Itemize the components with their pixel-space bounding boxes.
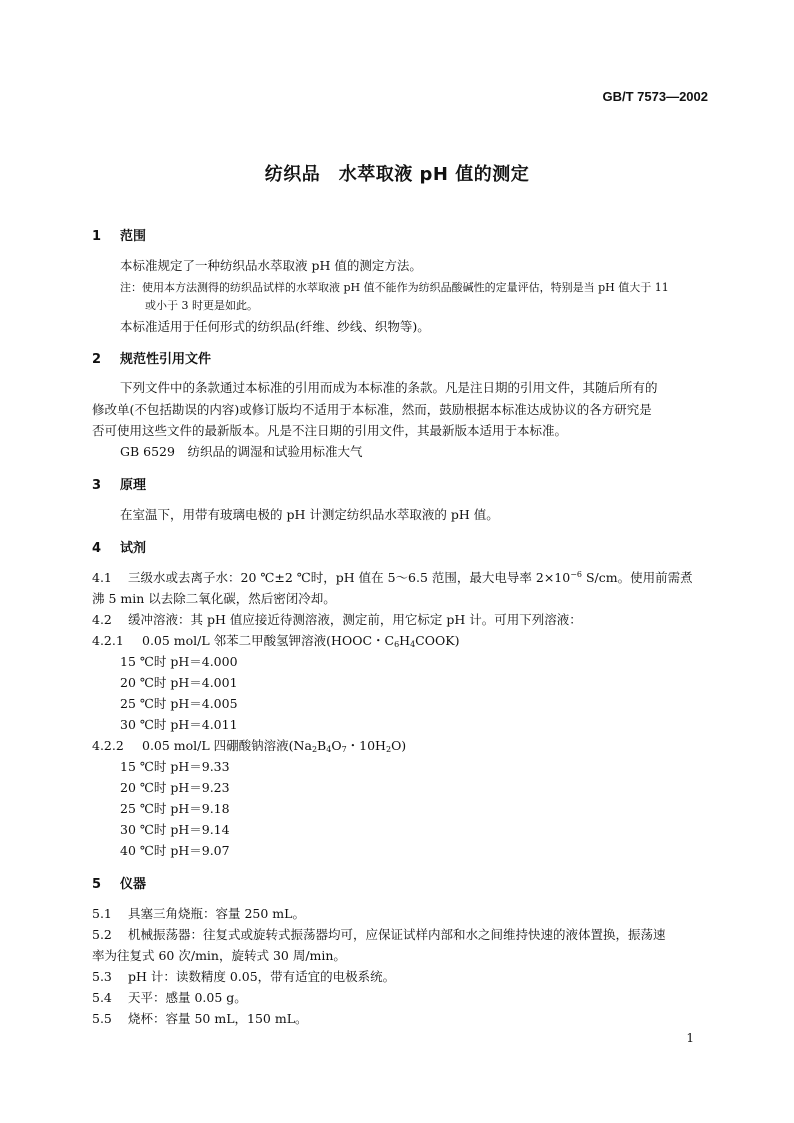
subscript: 6: [394, 640, 400, 649]
reference-item: GB 6529 纺织品的调湿和试验用标准大气: [120, 444, 363, 459]
clause-text: ・10H: [346, 738, 386, 753]
clause-text: 缓冲溶液：其 pH 值应接近待测溶液，测定前，用它标定 pH 计。可用下列溶液：: [128, 612, 582, 627]
section-4-heading: [92, 537, 146, 556]
clause-number: 5.1: [92, 906, 112, 921]
page-title: 纺织品 水萃取液 pH 值的测定: [264, 164, 530, 185]
standard-code: GB/T 7573—2002: [602, 89, 708, 104]
ph-value-row: 20 ℃时 pH＝9.23: [120, 780, 230, 795]
section-5-heading: [92, 873, 146, 892]
clause-text-continued: 率为往复式 60 次/min，旋转式 30 周/min。: [92, 948, 346, 963]
clause-5-5: [92, 1009, 308, 1027]
section-2-heading: [92, 348, 211, 367]
clause-text: 0.05 mol/L 四硼酸钠溶液(Na: [142, 738, 312, 753]
clause-text: B: [317, 738, 327, 753]
clause-4-1: [92, 568, 693, 586]
clause-number: 4.1: [92, 570, 112, 585]
clause-number: 4.2: [92, 612, 112, 627]
paragraph-line: 否可使用这些文件的最新版本。凡是不注日期的引用文件，其最新版本适用于本标准。: [92, 423, 568, 438]
section-title: 范围: [120, 229, 147, 244]
clause-number: 4.2.2: [92, 738, 124, 753]
section-title: 仪器: [120, 877, 147, 892]
clause-5-2: [92, 925, 666, 943]
clause-4-2-1: [92, 631, 459, 649]
paragraph-line: 修改单(不包括勘误的内容)或修订版均不适用于本标准，然而，鼓励根据本标准达成协议的各方研究是: [92, 402, 652, 417]
ph-value-row: 25 ℃时 pH＝4.005: [120, 696, 238, 711]
ph-value-row: 30 ℃时 pH＝4.011: [120, 717, 238, 732]
note-line: 注：使用本方法测得的纺织品试样的水萃取液 pH 值不能作为纺织品酸碱性的定量评估，特别是当 pH 值大于 11: [120, 281, 669, 294]
clause-4-2-2: [92, 736, 406, 754]
subscript: 4: [410, 640, 416, 649]
subscript: 4: [326, 745, 332, 754]
section-number: 1: [92, 229, 102, 244]
clause-text: 天平：感量 0.05 g。: [128, 990, 247, 1005]
clause-number: 5.4: [92, 990, 112, 1005]
superscript: −6: [570, 570, 583, 579]
ph-value-row: 30 ℃时 pH＝9.14: [120, 822, 230, 837]
clause-number: 5.5: [92, 1011, 112, 1026]
ph-value-row: 15 ℃时 pH＝9.33: [120, 759, 230, 774]
clause-text: COOK): [415, 633, 460, 648]
section-number: 2: [92, 352, 102, 367]
clause-text: 三级水或去离子水：20 ℃±2 ℃时，pH 值在 5～6.5 范围，最大电导率 2×10: [128, 570, 571, 585]
clause-text: H: [399, 633, 411, 648]
note-line: 或小于 3 时更是如此。: [145, 299, 258, 312]
section-1-heading: [92, 225, 146, 244]
clause-5-3: [92, 967, 395, 985]
clause-5-4: [92, 988, 247, 1006]
paragraph-line: 下列文件中的条款通过本标准的引用而成为本标准的条款。凡是注日期的引用文件，其随后所有的: [120, 380, 658, 395]
clause-number: 4.2.1: [92, 633, 124, 648]
paragraph: 本标准适用于任何形式的纺织品(纤维、纱线、织物等)。: [120, 319, 430, 334]
section-number: 3: [92, 478, 102, 493]
ph-value-row: 15 ℃时 pH＝4.000: [120, 654, 238, 669]
subscript: 7: [341, 745, 347, 754]
section-title: 规范性引用文件: [120, 352, 212, 367]
clause-text: O: [331, 738, 342, 753]
clause-text: 0.05 mol/L 邻苯二甲酸氢钾溶液(HOOC・C: [142, 633, 395, 648]
subscript: 2: [385, 745, 392, 754]
clause-text: S/cm。使用前需煮: [582, 570, 693, 585]
ph-value-row: 25 ℃时 pH＝9.18: [120, 801, 230, 816]
clause-text: pH 计：读数精度 0.05，带有适宜的电极系统。: [128, 969, 396, 984]
clause-5-1: [92, 904, 305, 922]
section-title: 原理: [120, 478, 147, 493]
clause-number: 5.3: [92, 969, 112, 984]
section-number: 5: [92, 877, 102, 892]
clause-text: 机械振荡器：往复式或旋转式振荡器均可，应保证试样内部和水之间维持快速的液体置换，振荡速: [128, 927, 666, 942]
clause-text: 具塞三角烧瓶：容量 250 mL。: [128, 906, 305, 921]
clause-4-2: [92, 610, 582, 628]
paragraph: 本标准规定了一种纺织品水萃取液 pH 值的测定方法。: [120, 258, 422, 273]
clause-text: 烧杯：容量 50 mL，150 mL。: [128, 1011, 308, 1026]
clause-text: O): [391, 738, 407, 753]
clause-number: 5.2: [92, 927, 112, 942]
ph-value-row: 40 ℃时 pH＝9.07: [120, 843, 230, 858]
section-3-heading: [92, 474, 146, 493]
ph-value-row: 20 ℃时 pH＝4.001: [120, 675, 238, 690]
section-number: 4: [92, 541, 102, 556]
paragraph: 在室温下，用带有玻璃电极的 pH 计测定纺织品水萃取液的 pH 值。: [120, 507, 499, 522]
clause-text-continued: 沸 5 min 以去除二氧化碳，然后密闭冷却。: [92, 591, 336, 606]
page-number: 1: [686, 1031, 694, 1045]
section-title: 试剂: [120, 541, 147, 556]
subscript: 2: [311, 745, 318, 754]
